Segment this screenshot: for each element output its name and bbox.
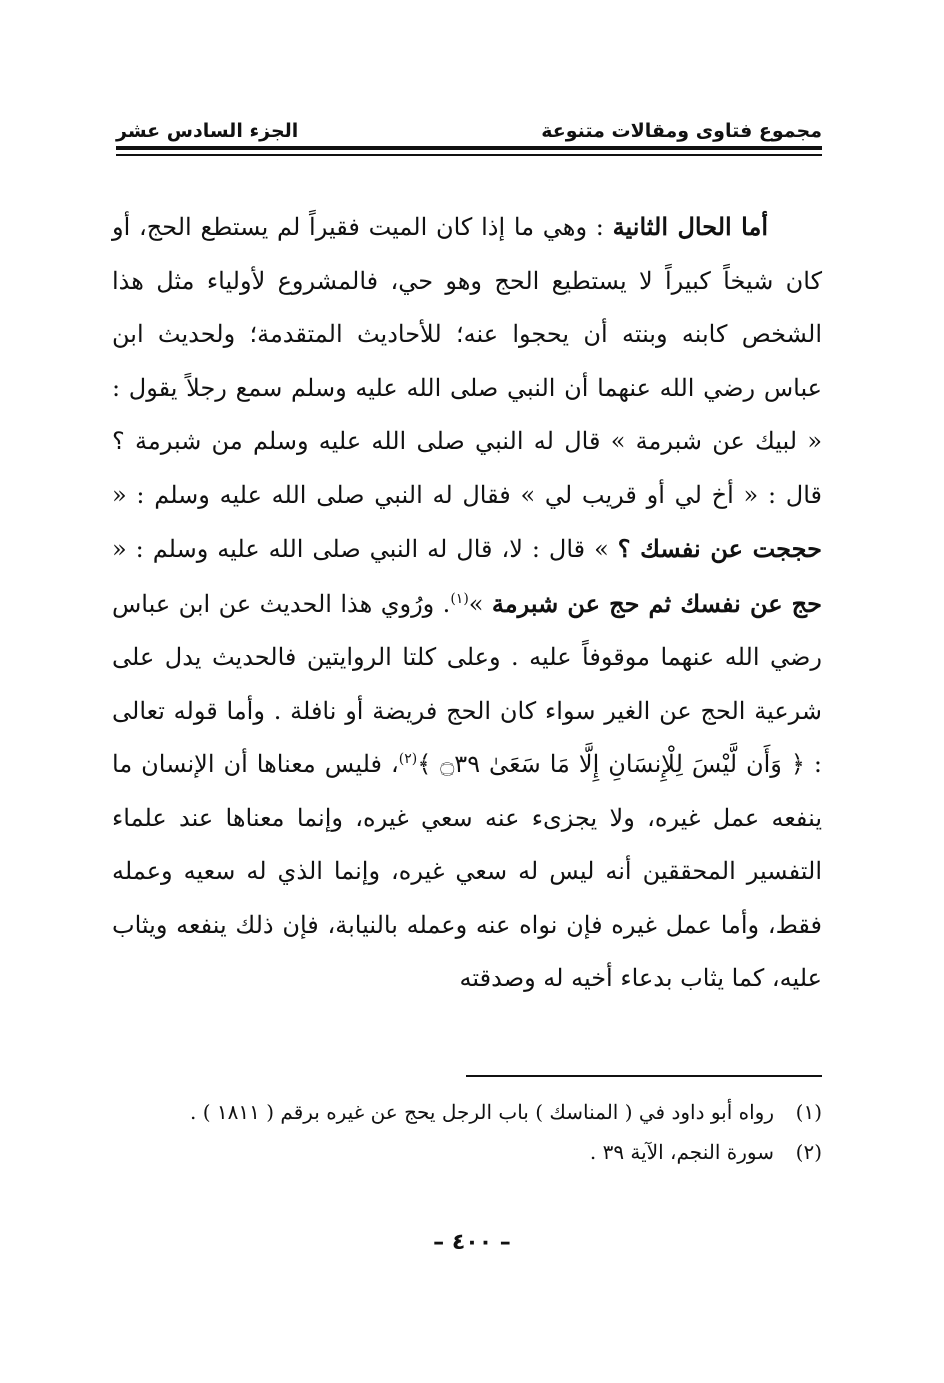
volume-label: الجزء السادس عشر bbox=[116, 120, 299, 142]
book-title: مجموع فتاوى ومقالات متنوعة bbox=[541, 120, 822, 142]
footnote-ref-1: (١) bbox=[450, 590, 469, 607]
running-header bbox=[116, 102, 822, 142]
text-segment: ، فليس معناها أن الإنسان ما ينفعه عمل غيره، ولا يجزىء عنه سعي غيره، وإنما معناها عند علماء التفسير المحققين أنه ليس له سعي غيره، وإنما الذي له سعيه وعمله فقط، وأما عمل غيره فإن نواه عنه وعمله بالنيابة، فإن ذلك ينفعه ويثاب عليه، كما يثاب بدعاء أخيه له وصدقته bbox=[112, 750, 822, 992]
bold-hadith: حج عن نفسك ثم حج عن شبرمة bbox=[491, 588, 823, 618]
bold-question: حججت عن نفسك ؟ bbox=[617, 534, 822, 563]
text-segment: » bbox=[468, 589, 492, 618]
quran-verse: وَأَن لَّيْسَ لِلْإِنسَانِ إِلَّا مَا سَعَىٰ ۝٣٩ bbox=[440, 750, 782, 778]
footnote-number: (١) bbox=[795, 1100, 822, 1124]
footnote-separator bbox=[466, 1075, 822, 1077]
text-segment: : وهي ما إذا كان الميت فقيراً لم يستطع الحج، أو كان شيخاً كبيراً لا يستطيع الحج وهو حي، فالمشروع لأولياء مثل هذا الشخص كابنه وبنته أن يحجوا عنه؛ للأحاديث المتقدمة؛ ولحديث ابن عباس رضي الله عنهما أن النبي صلى الله عليه وسلم سمع رجلاً يقول : « لبيك عن شبرمة » قال له النبي صلى الله عليه وسلم من شبرمة ؟ قال : « أخ لي أو قريب لي » فقال له النبي صلى الله عليه وسلم : « bbox=[112, 213, 822, 509]
footnote-number: (٢) bbox=[795, 1140, 822, 1164]
text-segment: . ورُوي هذا الحديث عن ابن عباس رضي الله عنهما موقوفاً عليه . وعلى كلتا الروايتين فالحديث يدل على شرعية الحج عن الغير سواء كان الحج فريضة أو نافلة . وأما قوله تعالى : ﴿ bbox=[112, 589, 823, 778]
footnotes bbox=[112, 1092, 822, 1172]
paragraph bbox=[112, 200, 822, 1006]
text-segment: » قال : لا، قال له النبي صلى الله عليه وسلم : « bbox=[112, 535, 618, 563]
header-rule-thick bbox=[116, 146, 822, 150]
text-segment: ﴾ bbox=[417, 750, 441, 778]
footnote-text: سورة النجم، الآية ٣٩ . bbox=[589, 1140, 774, 1164]
footnote-1 bbox=[112, 1092, 822, 1132]
main-text bbox=[112, 200, 822, 1006]
footnote-text: رواه أبو داود في ( المناسك ) باب الرجل يحج عن غيره برقم ( ١٨١١ ) . bbox=[190, 1100, 774, 1124]
page-number: – ٤٠٠ – bbox=[433, 1230, 511, 1255]
footnote-ref-2: (٢) bbox=[398, 751, 418, 767]
section-lead: أما الحال الثانية bbox=[612, 212, 768, 241]
footnote-2 bbox=[112, 1132, 822, 1172]
header-rule-thin bbox=[116, 154, 822, 156]
